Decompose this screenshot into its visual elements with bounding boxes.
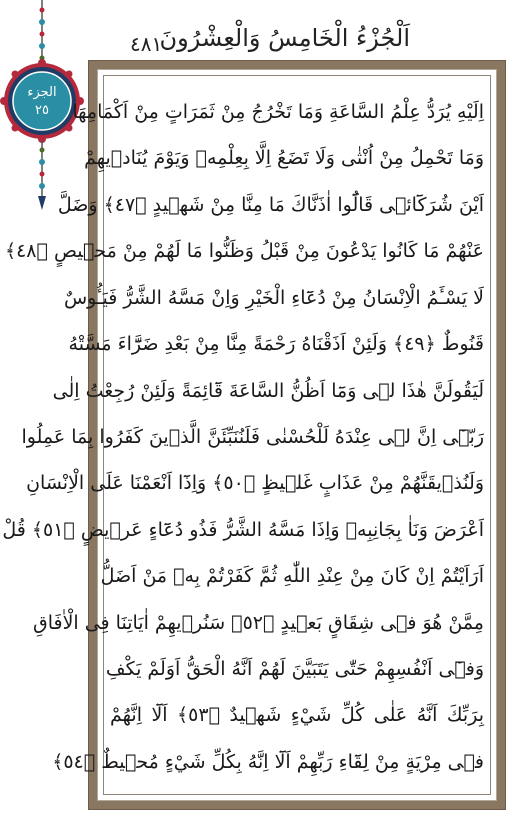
bead-8 — [40, 172, 45, 177]
bead-6 — [40, 148, 45, 153]
text-line: اِلَيْهِ يُرَدُّ عِلْمُ السَّاعَةِ وَمَا تَخْرُجُ مِنْ ثَمَرَاتٍ مِنْ اَكْمَامِهَا — [72, 101, 484, 123]
text-line: فٖى مِرْيَةٍ مِنْ لِقَٓاءِ رَبِّهِمْ اَلَٓا اِنَّهُ بِكُلِّ شَيْءٍ مُحٖيطٌ ﴿٥٤﴾ — [52, 750, 484, 773]
bead-1 — [40, 8, 45, 13]
text-line: مِمَّنْ هُوَ فٖى شِقَاقٍ بَعٖيدٍ ﴿٥٢﴾ سَنُرٖيهِمْ اٰيَاتِنَا فِى الْاٰفَاقِ — [32, 611, 484, 634]
ornament-tassel — [38, 196, 46, 210]
text-line: رَبّٖٓى اِنَّ لٖى عِنْدَهُ لَلْحُسْنٰى فَلَنُنَبِّئَنَّ الَّذٖينَ كَفَرُوا بِمَا عَمِلُوا — [21, 425, 484, 448]
bead-9 — [39, 183, 45, 189]
text-line: اَرَاَيْتُمْ اِنْ كَانَ مِنْ عِنْدِ اللّٰهِ ثُمَّ كَفَرْتُمْ بِهٖ مَنْ اَضَلُّ — [100, 565, 484, 588]
text-line: لَا يَسْـَٔمُ الْاِنْسَانُ مِنْ دُعَٓاءِ الْخَيْرِ وَاِنْ مَسَّهُ الشَّرُّ فَيَـُٔوسٌ — [63, 286, 484, 309]
bead-2 — [39, 19, 45, 25]
bead-4 — [39, 43, 45, 49]
text-line: اَعْرَضَ وَنَاٰ بِجَانِبِهٖ وَاِذَا مَسَّهُ الشَّرُّ فَذُو دُعَٓاءٍ عَرٖيضٍ ﴿٥١﴾ قُلْ — [2, 518, 484, 541]
text-line: وَلَنُذٖيقَنَّهُمْ مِنْ عَذَابٍ غَلٖيظٍ ﴿٥٠﴾ وَاِذَٓا اَنْعَمْنَا عَلَى الْاِنْسَانِ — [26, 472, 484, 495]
medallion-label: الجزء — [27, 85, 57, 100]
page-header — [100, 18, 510, 62]
text-line: وَمَا تَحْمِلُ مِنْ اُنْثٰى وَلَا تَضَعُ اِلَّا بِعِلْمِهٖ وَيَوْمَ يُنَادٖيهِمْ — [84, 147, 484, 170]
text-line: بِرَبِّكَ اَنَّهُ عَلٰى كُلِّ شَيْءٍ شَهٖيدٌ ﴿٥٣﴾ اَلَٓا اِنَّهُمْ — [110, 704, 484, 727]
text-line: وَفٖٓى اَنْفُسِهِمْ حَتّٰى يَتَبَيَّنَ لَهُمْ اَنَّهُ الْحَقُّ اَوَلَمْ يَكْفِ — [105, 658, 484, 681]
text-line: عَنْهُمْ مَا كَانُوا يَدْعُونَ مِنْ قَبْلُ وَظَنُّوا مَا لَهُمْ مِنْ مَحٖيصٍ ﴿٤٨﴾ — [4, 240, 484, 263]
bead-3 — [40, 32, 45, 37]
text-line: قَنُوطٌ ﴿٤٩﴾ وَلَئِنْ اَذَقْنَاهُ رَحْمَةً مِنَّا مِنْ بَعْدِ ضَرَّٓاءَ مَسَّتْهُ — [68, 333, 484, 356]
text-line: اَيْنَ شُرَكَٓائٖى قَالُٓوا اٰذَنَّاكَ مَا مِنَّا مِنْ شَهٖيدٍ ﴿٤٧﴾ وَضَلَّ — [57, 193, 484, 216]
bead-7 — [39, 159, 45, 165]
text-line: لَيَقُولَنَّ هٰذَا لٖى وَمَٓا اَظُنُّ السَّاعَةَ قَٓائِمَةً وَلَئِنْ رُجِعْتُ اِلٰى — [52, 379, 484, 402]
side-ornament — [0, 0, 80, 825]
page-number: ٤٨١ — [130, 32, 163, 56]
medallion-center — [13, 72, 71, 130]
medallion-number: ٢٥ — [35, 103, 49, 118]
juz-title: اَلْجُزْءُ الْخَامِسُ وَالْعِشْرُونَ — [159, 24, 410, 52]
